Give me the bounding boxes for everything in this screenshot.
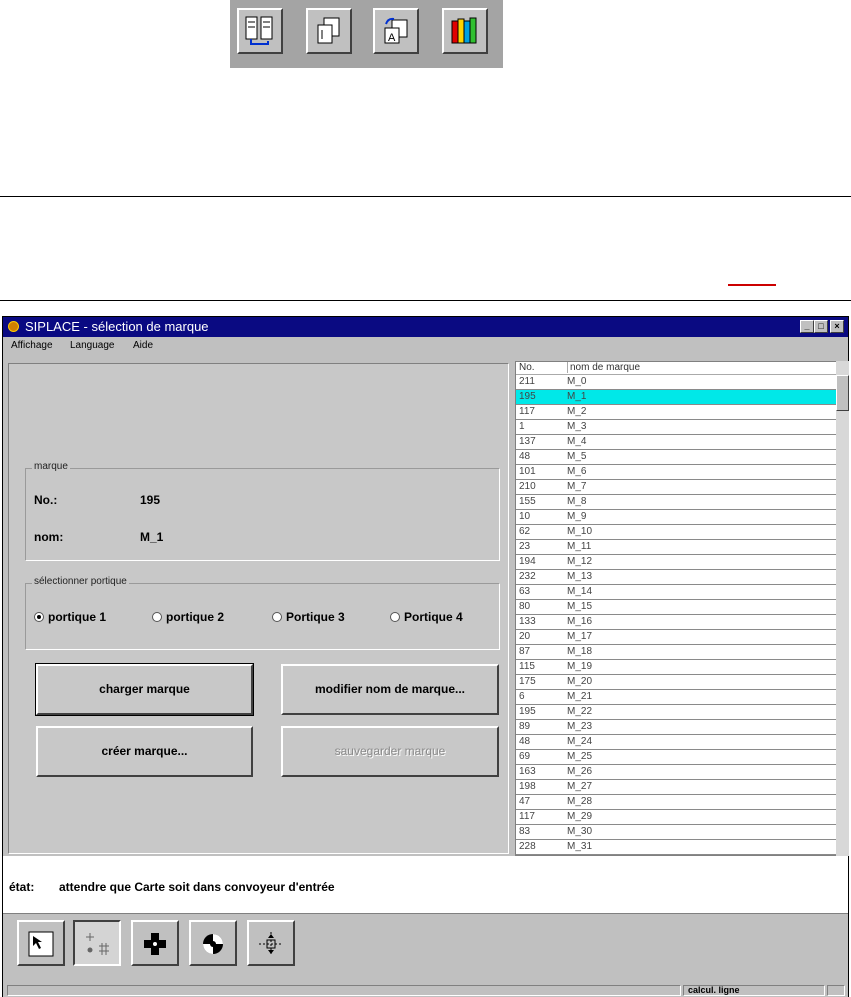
list-item-name: M_3 bbox=[567, 421, 587, 432]
close-button[interactable]: × bbox=[830, 320, 844, 333]
app-icon bbox=[7, 320, 20, 333]
list-item-no: 1 bbox=[519, 421, 525, 432]
move-cross-button[interactable] bbox=[131, 920, 179, 966]
list-item[interactable] bbox=[516, 840, 837, 855]
list-item-name: M_5 bbox=[567, 451, 587, 462]
list-item-name: M_8 bbox=[567, 496, 587, 507]
list-item-no: 228 bbox=[519, 841, 536, 852]
list-item-name: M_21 bbox=[567, 691, 593, 702]
list-item-no: 198 bbox=[519, 781, 536, 792]
list-item-no: 137 bbox=[519, 436, 536, 447]
list-item[interactable] bbox=[516, 390, 837, 405]
portique-group-title: sélectionner portique bbox=[34, 576, 127, 587]
list-item-no: 117 bbox=[519, 811, 535, 822]
charger-marque-button[interactable]: charger marque bbox=[36, 664, 253, 715]
list-item-no: 133 bbox=[519, 616, 536, 627]
list-item-no: 211 bbox=[519, 376, 535, 387]
list-item[interactable] bbox=[516, 495, 837, 510]
board-transfer-button[interactable] bbox=[237, 8, 283, 54]
list-item-name: M_17 bbox=[567, 631, 593, 642]
list-item-name: M_30 bbox=[567, 826, 593, 837]
radio-label: Portique 4 bbox=[404, 610, 463, 624]
list-item-name: M_18 bbox=[567, 646, 593, 657]
list-item-name: M_10 bbox=[567, 526, 593, 537]
list-item-name: M_27 bbox=[567, 781, 593, 792]
list-item[interactable] bbox=[516, 630, 837, 645]
status-field-end bbox=[827, 985, 845, 996]
divider-bottom bbox=[0, 300, 851, 301]
copy-pages-icon bbox=[313, 15, 345, 47]
radio-dot bbox=[272, 612, 282, 622]
select-arrow-icon bbox=[27, 930, 55, 958]
list-item-no: 48 bbox=[519, 451, 531, 462]
creer-marque-button[interactable]: créer marque... bbox=[36, 726, 253, 777]
centering-icon bbox=[257, 930, 285, 958]
list-item-no: 195 bbox=[519, 706, 536, 717]
list-item-no: 80 bbox=[519, 601, 531, 612]
list-item-name: M_31 bbox=[567, 841, 593, 852]
copy-pages-button[interactable] bbox=[306, 8, 352, 54]
title-bar bbox=[3, 317, 848, 337]
list-item-name: M_24 bbox=[567, 736, 593, 747]
bottom-toolbar bbox=[3, 913, 848, 984]
list-item-name: M_0 bbox=[567, 376, 587, 387]
menu-affichage[interactable]: Affichage bbox=[11, 340, 53, 351]
list-item-name: M_9 bbox=[567, 511, 587, 522]
move-cross-icon bbox=[141, 930, 169, 958]
list-item[interactable] bbox=[516, 435, 837, 450]
fiducial-button[interactable] bbox=[189, 920, 237, 966]
list-item-no: 194 bbox=[519, 556, 536, 567]
status-text: attendre que Carte soit dans convoyeur d'entrée bbox=[59, 880, 335, 894]
list-item-name: M_15 bbox=[567, 601, 593, 612]
scroll-thumb[interactable] bbox=[836, 375, 849, 411]
list-item[interactable] bbox=[516, 765, 837, 780]
status-field-calcul: calcul. ligne bbox=[683, 985, 825, 996]
list-item-no: 6 bbox=[519, 691, 525, 702]
list-item[interactable] bbox=[516, 615, 837, 630]
list-item-no: 195 bbox=[519, 391, 536, 402]
font-replace-icon bbox=[380, 15, 412, 47]
font-replace-button[interactable] bbox=[373, 8, 419, 54]
list-item[interactable] bbox=[516, 645, 837, 660]
list-item-no: 115 bbox=[519, 661, 535, 672]
list-item-no: 62 bbox=[519, 526, 531, 537]
list-item-no: 155 bbox=[519, 496, 536, 507]
menu-bar bbox=[3, 337, 848, 355]
centering-button[interactable] bbox=[247, 920, 295, 966]
list-item-no: 63 bbox=[519, 586, 531, 597]
list-item[interactable] bbox=[516, 825, 837, 840]
list-item[interactable] bbox=[516, 540, 837, 555]
select-arrow-button[interactable] bbox=[17, 920, 65, 966]
red-mark bbox=[728, 284, 776, 286]
list-item-no: 20 bbox=[519, 631, 531, 642]
list-item[interactable] bbox=[516, 555, 837, 570]
list-item[interactable] bbox=[516, 600, 837, 615]
list-item-no: 117 bbox=[519, 406, 535, 417]
list-item[interactable] bbox=[516, 780, 837, 795]
list-item[interactable] bbox=[516, 585, 837, 600]
marque-list[interactable] bbox=[515, 361, 837, 856]
radio-dot bbox=[152, 612, 162, 622]
board-transfer-icon bbox=[244, 15, 276, 47]
status-bar bbox=[3, 984, 848, 997]
list-item-name: M_14 bbox=[567, 586, 593, 597]
list-item-no: 210 bbox=[519, 481, 536, 492]
list-item-no: 10 bbox=[519, 511, 531, 522]
list-item[interactable] bbox=[516, 705, 837, 720]
list-scrollbar[interactable] bbox=[836, 361, 849, 856]
list-item-name: M_23 bbox=[567, 721, 593, 732]
divider-top bbox=[0, 196, 851, 197]
status-label: état: bbox=[9, 880, 35, 894]
radio-portique-4[interactable] bbox=[390, 610, 463, 624]
list-header bbox=[516, 362, 837, 375]
list-item[interactable] bbox=[516, 450, 837, 465]
list-item[interactable] bbox=[516, 525, 837, 540]
svg-text:A: A bbox=[388, 32, 396, 44]
menu-aide[interactable]: Aide bbox=[133, 340, 154, 351]
list-item-no: 48 bbox=[519, 736, 531, 747]
minimize-button[interactable]: _ bbox=[800, 320, 814, 333]
list-item-name: M_28 bbox=[567, 796, 593, 807]
list-item[interactable] bbox=[516, 810, 837, 825]
list-item[interactable] bbox=[516, 690, 837, 705]
no-value: 195 bbox=[140, 493, 161, 507]
marque-group-title: marque bbox=[34, 461, 68, 472]
list-item[interactable] bbox=[516, 465, 837, 480]
list-item-name: M_11 bbox=[567, 541, 592, 552]
grid-marks-icon bbox=[83, 930, 111, 958]
list-item-no: 69 bbox=[519, 751, 531, 762]
status-area bbox=[3, 856, 848, 913]
window-title: SIPLACE - sélection de marque bbox=[25, 319, 209, 334]
list-item[interactable] bbox=[516, 510, 837, 525]
list-item-name: M_2 bbox=[567, 406, 587, 417]
list-item-name: M_1 bbox=[567, 391, 587, 402]
left-panel bbox=[8, 363, 509, 854]
no-label: No.: bbox=[34, 493, 58, 507]
list-item-name: M_16 bbox=[567, 616, 593, 627]
menu-language[interactable]: Language bbox=[70, 340, 115, 351]
list-item[interactable] bbox=[516, 375, 837, 390]
radio-portique-2[interactable] bbox=[152, 610, 224, 624]
list-item-no: 47 bbox=[519, 796, 531, 807]
nom-label: nom: bbox=[34, 530, 64, 544]
header-no[interactable]: No. bbox=[519, 362, 535, 373]
list-item-name: M_12 bbox=[567, 556, 593, 567]
radio-label: Portique 3 bbox=[286, 610, 345, 624]
list-item-name: M_19 bbox=[567, 661, 593, 672]
radio-portique-3[interactable] bbox=[272, 610, 345, 624]
list-item-name: M_26 bbox=[567, 766, 593, 777]
list-item-name: M_13 bbox=[567, 571, 593, 582]
list-item-no: 232 bbox=[519, 571, 536, 582]
list-item-name: M_6 bbox=[567, 466, 587, 477]
list-item[interactable] bbox=[516, 720, 837, 735]
radio-label: portique 1 bbox=[48, 610, 107, 624]
list-item[interactable] bbox=[516, 480, 837, 495]
radio-dot bbox=[34, 612, 44, 622]
books-button[interactable] bbox=[442, 8, 488, 54]
list-item[interactable] bbox=[516, 660, 837, 675]
list-item-no: 23 bbox=[519, 541, 531, 552]
maximize-button[interactable]: □ bbox=[814, 320, 828, 333]
siplace-window bbox=[2, 316, 849, 997]
list-item-name: M_4 bbox=[567, 436, 587, 447]
list-item[interactable] bbox=[516, 405, 837, 420]
list-item[interactable] bbox=[516, 570, 837, 585]
portique-group bbox=[25, 576, 500, 650]
list-item-name: M_22 bbox=[567, 706, 593, 717]
list-item-no: 163 bbox=[519, 766, 536, 777]
marque-group bbox=[25, 461, 500, 561]
grid-marks-button[interactable] bbox=[73, 920, 121, 966]
books-icon bbox=[449, 15, 481, 47]
list-item[interactable] bbox=[516, 735, 837, 750]
list-item-name: M_25 bbox=[567, 751, 593, 762]
list-item[interactable] bbox=[516, 420, 837, 435]
fiducial-icon bbox=[199, 930, 227, 958]
list-item-name: M_20 bbox=[567, 676, 593, 687]
top-toolbar bbox=[230, 0, 503, 68]
header-nom[interactable]: nom de marque bbox=[567, 362, 640, 373]
list-item-no: 101 bbox=[519, 466, 536, 477]
radio-label: portique 2 bbox=[166, 610, 225, 624]
status-field-empty bbox=[7, 985, 681, 996]
list-item-name: M_7 bbox=[567, 481, 587, 492]
list-item[interactable] bbox=[516, 795, 837, 810]
radio-portique-1[interactable] bbox=[34, 610, 106, 624]
sauvegarder-marque-button[interactable]: sauvegarder marque bbox=[281, 726, 499, 777]
list-item-no: 83 bbox=[519, 826, 531, 837]
list-item-no: 89 bbox=[519, 721, 531, 732]
list-item[interactable] bbox=[516, 675, 837, 690]
list-item-no: 87 bbox=[519, 646, 531, 657]
list-item-name: M_29 bbox=[567, 811, 593, 822]
radio-dot bbox=[390, 612, 400, 622]
modifier-nom-button[interactable]: modifier nom de marque... bbox=[281, 664, 499, 715]
list-body bbox=[516, 375, 837, 855]
list-item[interactable] bbox=[516, 750, 837, 765]
nom-value: M_1 bbox=[140, 530, 164, 544]
list-item-no: 175 bbox=[519, 676, 536, 687]
